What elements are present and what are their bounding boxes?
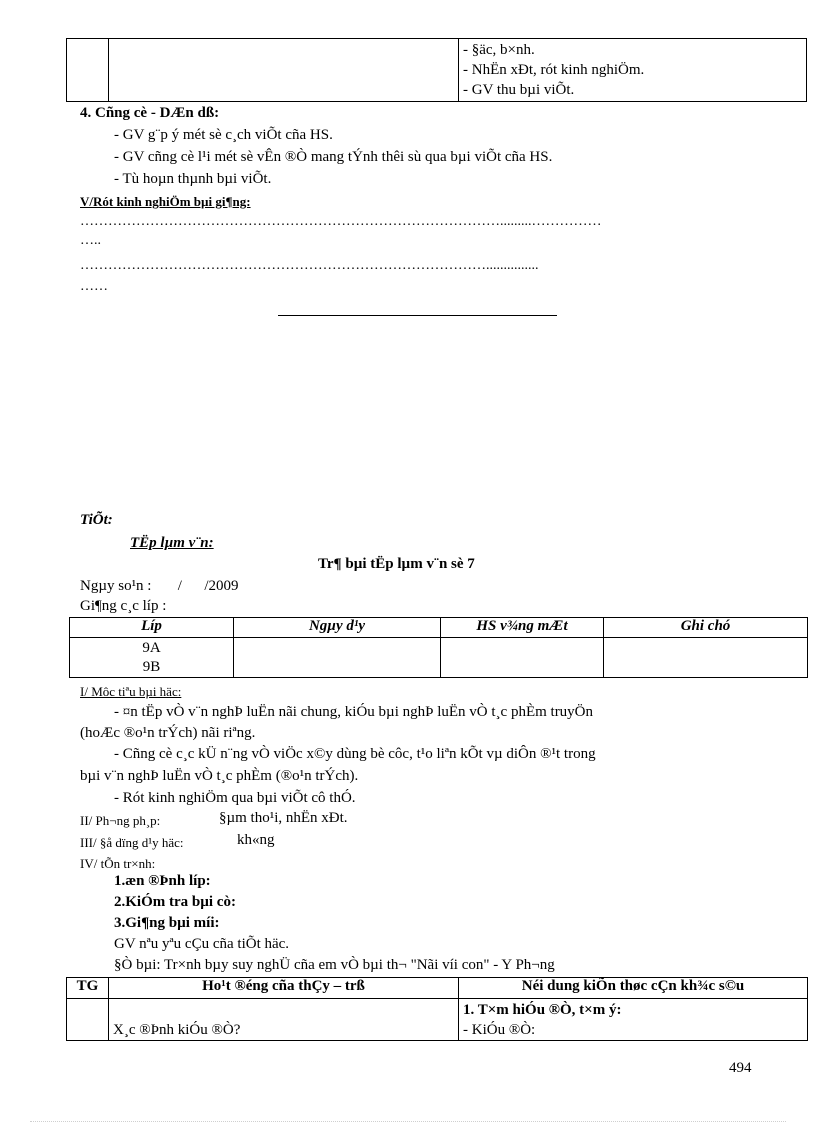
ngay-soan: Ngµy so¹n : / /2009	[80, 578, 239, 594]
class-table	[69, 617, 808, 678]
lesson-title: Tr¶ bµi tËp lµm v¨n sè 7	[318, 556, 475, 572]
muc-tieu-p2: - Cñng cè c¸c kÜ n¨ng vÒ viÖc x©y dùng bè côc, t¹o liªn kÕt vµ diÔn ®¹t trong	[114, 746, 596, 762]
dotted-line: ……………………………………………………………………………...............	[80, 258, 539, 273]
activity-table-cell-tg	[67, 999, 109, 1041]
giang-cac-lop: Gi¶ng c¸c líp :	[80, 598, 167, 614]
phuong-phap-label: II/ Ph¬ng ph¸p:	[80, 813, 161, 828]
muc-tieu-p1-cont: (hoÆc ®o¹n trÝch) nãi riªng.	[80, 725, 256, 741]
top-table-cell-tg	[67, 39, 109, 102]
activity-table-cell-content	[459, 999, 808, 1041]
class-table-header: HS v¾ng mÆt	[441, 618, 604, 638]
section4-item: - GV g¨p ý mét sè c¸ch viÕt cña HS.	[114, 127, 333, 143]
tiet-label: TiÕt:	[80, 512, 113, 528]
do-dung-value: kh«ng	[237, 832, 275, 848]
activity-table-cell-activity	[109, 999, 459, 1041]
class-table-header: Ngµy d¹y	[234, 618, 441, 638]
content-line: - KiÓu ®Ò:	[463, 1022, 536, 1038]
dotted-line: …..	[80, 233, 101, 248]
page-bottom-border	[30, 1121, 786, 1122]
class-name: 9A	[142, 640, 161, 656]
activity-table-header: Néi dung kiÕn thøc cÇn kh¾c s©u	[459, 978, 808, 999]
class-table-cell	[70, 638, 234, 678]
tien-trinh-step: 3.Gi¶ng bµi míi:	[114, 915, 220, 931]
rut-kinh-nghiem-label: V/Rót kinh nghiÖm bµi gi¶ng:	[80, 194, 251, 209]
dotted-line: ……………………………………………………………………………….........……………	[80, 214, 602, 229]
subject-label: TËp lµm v¨n:	[130, 535, 214, 551]
tien-trinh-step: 2.KiÓm tra bµi cò:	[114, 894, 236, 910]
activity-table	[66, 977, 808, 1041]
section-separator	[278, 315, 557, 316]
class-table-cell	[441, 638, 604, 678]
top-table-cell-activity	[109, 39, 459, 102]
activity-question: X¸c ®Þnh kiÓu ®Ò?	[113, 1022, 241, 1038]
class-table-header: Ghi chó	[604, 618, 808, 638]
activity-table-header: TG	[67, 978, 109, 999]
top-table-cell-content	[459, 39, 807, 102]
class-table-cell	[604, 638, 808, 678]
muc-tieu-p3: - Rót kinh nghiÖm qua bµi viÕt cô thÓ.	[114, 790, 356, 806]
tien-trinh-intro: GV nªu yªu cÇu cña tiÕt häc.	[114, 936, 290, 952]
dotted-line: ……	[80, 279, 108, 294]
section4-item: - GV cñng cè l¹i mét sè vÊn ®Ò mang tÝnh thêi sù qua bµi viÕt cña HS.	[114, 149, 553, 165]
top-table-line: - GV thu bµi viÕt.	[463, 82, 575, 98]
muc-tieu-p2-cont: bµi v¨n nghÞ luËn vÒ t¸c phÈm (®o¹n trÝch).	[80, 768, 359, 784]
do-dung-label: III/ §å dïng d¹y häc:	[80, 835, 184, 850]
class-name: 9B	[142, 659, 161, 675]
page-number: 494	[729, 1060, 752, 1076]
top-table-line: - NhËn xÐt, rót kinh nghiÖm.	[463, 62, 645, 78]
activity-table-header: Ho¹t ®éng cña thÇy – trß	[109, 978, 459, 999]
class-table-cell	[234, 638, 441, 678]
section4-item: - Tù hoµn thµnh bµi viÕt.	[114, 171, 272, 187]
phuong-phap-value: §µm tho¹i, nhËn xÐt.	[219, 810, 348, 826]
muc-tieu-label: I/ Môc tiªu bµi häc:	[80, 684, 182, 699]
tien-trinh-step: 1.æn ®Þnh líp:	[114, 873, 211, 889]
content-heading: 1. T×m hiÓu ®Ò, t×m ý:	[463, 1002, 622, 1018]
tien-trinh-label: IV/ tÕn tr×nh:	[80, 856, 156, 871]
de-bai: §Ò bµi: Tr×nh bµy suy nghÜ cña em vÒ bµi th¬ "Nãi víi con" - Y Ph¬ng	[114, 957, 555, 973]
muc-tieu-p1: - ¤n tËp vÒ v¨n nghÞ luËn nãi chung, kiÓu bµi nghÞ luËn vÒ t¸c phÈm truyÖn	[114, 704, 594, 720]
class-table-header: Líp	[70, 618, 234, 638]
top-table	[66, 38, 807, 102]
section4-heading: 4. Cñng cè - DÆn dß:	[80, 105, 220, 121]
top-table-line: - §äc, b×nh.	[463, 42, 535, 58]
